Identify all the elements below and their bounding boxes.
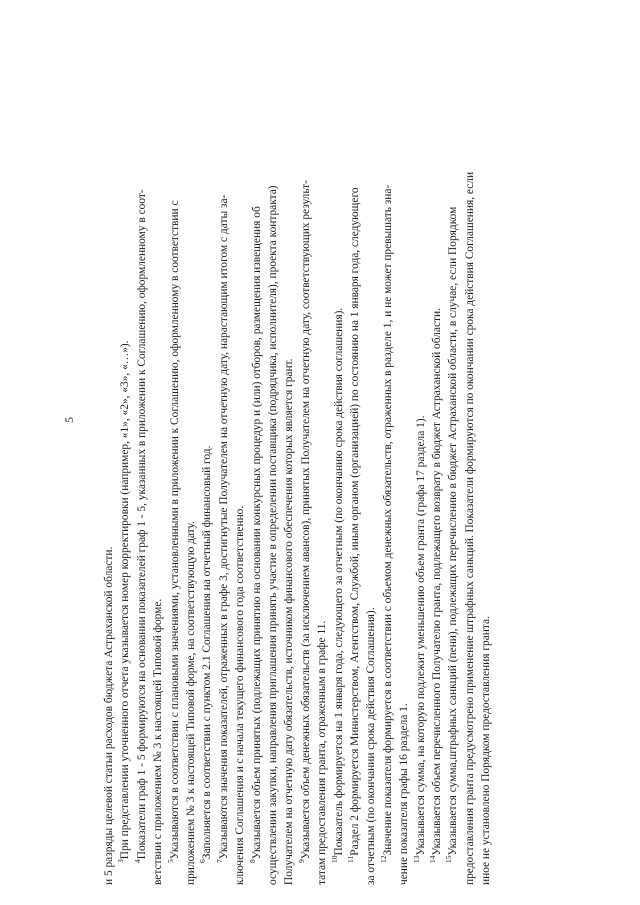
footnote-line — [247, 206, 265, 863]
footnote-line — [378, 184, 396, 863]
footnote-line — [296, 180, 314, 863]
footnote-text: иное не установлено Порядком предоставления гранта. — [480, 616, 493, 885]
footnote-line — [282, 358, 297, 885]
footnote-marker: 5 — [165, 859, 175, 863]
footnote-line — [463, 172, 478, 885]
footnote-marker: 9 — [296, 859, 306, 863]
footnote-text: Указываются значения показателей, отраженных в графе 3, достигнутые Получателем на отчетную дату, нарастающим итогом с даты за- — [217, 194, 230, 860]
footnote-line — [479, 616, 494, 885]
footnote-text: ветствии с приложением № 3 к настоящей Типовой форме. — [152, 598, 165, 885]
footnote-line — [430, 308, 445, 863]
footnote-line — [397, 703, 412, 885]
footnote-line — [329, 307, 347, 863]
footnote-text: Указывается сумма штрафных санкций (пени), подлежащих перечислению в бюджет Астраханской области, в случае, если Порядком — [447, 206, 460, 856]
footnote-text: Получателем на отчетную дату обязательств, источником финансового обеспечения которых является грант. — [283, 358, 296, 885]
footnote-line — [132, 189, 150, 863]
footnote-line — [266, 185, 281, 885]
footnote-line — [411, 415, 429, 863]
footnote-line — [184, 521, 199, 885]
footnote-text: Показатели граф 1 - 5 формируются на основании показателей граф 1 - 5, указанных в приложении к Соглашению, оформленному в соот- — [135, 189, 148, 860]
footnote-marker: 7 — [214, 859, 224, 863]
footnote-line — [102, 547, 117, 885]
footnote-line — [151, 599, 166, 885]
footnote-text: Заполняется в соответствии с пунктом 2.1 Соглашения на отчетный финансовый год. — [201, 445, 214, 860]
footnote-text: Указывается сумма, на которую подлежит уменьшению объем гранта (графа 17 раздела 1). — [414, 415, 427, 856]
footnote-marker: 12 — [378, 855, 388, 863]
footnote-text: При представлении уточненного отчета указывается номер корректировки (например, «1», «2», «3», «…»). — [119, 340, 132, 860]
footnote-text: осуществлении закупки, направления приглашения принять участие в определении поставщика (подрядчика, исполнителя), проекта контракта) — [267, 185, 279, 885]
footnote-text: Указываются в соответствии с плановыми значениями, установленными в приложении к Соглашению, оформленному в соответствии с — [168, 200, 181, 860]
footnote-line — [233, 506, 248, 885]
rotated-text-block — [20, 20, 620, 885]
footnote-marker: 8 — [247, 859, 257, 863]
footnote-marker: 15 — [444, 855, 454, 863]
footnote-marker: 10 — [329, 855, 339, 863]
footnote-line — [364, 607, 379, 885]
footnote-text: Указывается объем перечисленного Получателю гранта, подлежащего возврату в бюджет Астраханской области. — [431, 308, 443, 856]
footnote-text: предоставления гранта предусмотрено применение штрафных санкций. Показатели формируются по окончании срока действия Соглашения, если — [463, 171, 476, 885]
footnote-text: Значение показателя формируется в соответствии с объемом денежных обязательств, отраженных в разделе 1, и не может превышать зна- — [381, 184, 394, 856]
footnote-marker: 13 — [411, 855, 421, 863]
footnote-text: ключения Соглашения и с начала текущего финансового года соответственно. — [234, 505, 247, 885]
footnote-line — [315, 621, 330, 885]
footnote-line — [118, 340, 133, 863]
footnote-line — [446, 207, 461, 863]
footnote-marker: 4 — [132, 859, 142, 863]
footnote-text: за отчетным (по окончании срока действия Соглашения). — [365, 607, 378, 885]
footnote-line — [165, 200, 183, 863]
footnote-marker: 3 — [116, 859, 126, 863]
footnote-text: и 5 разряды целевой статьи расходов бюджета Астраханской области. — [103, 546, 115, 885]
footnote-text: приложением № 3 к настоящей Типовой форме, на соответствующую дату. — [185, 521, 197, 885]
footnote-marker: 11 — [346, 855, 355, 863]
page-number: 5 — [62, 417, 76, 423]
footnote-text: татам предоставления гранта, отраженным в графе 11. — [316, 620, 329, 885]
footnote-text: Раздел 2 формируется Министерством, Агентством, Службой, иным органом (организацией) по состоянию на 1 января года, следующего — [349, 187, 361, 856]
footnote-line — [214, 194, 232, 863]
footnote-text: Указывается объем принятых (подлежащих принятию на основании конкурсных процедур и (или) отборов, размещения извещения об — [250, 206, 263, 860]
footnote-marker: 6 — [198, 859, 208, 863]
footnote-marker: 14 — [428, 855, 437, 863]
footnote-line — [200, 446, 215, 863]
footnote-line — [348, 187, 363, 863]
footnote-text: Указывается объем денежных обязательств (за исключением авансов), принятых Получателем на отчетную дату, соответствующих результ- — [299, 180, 312, 860]
footnote-text: чение показателя графы 16 раздела 1. — [398, 703, 411, 885]
footnote-text: Показатель формируется на 1 января года, следующего за отчетным (по окончанию срока действия соглашения). — [332, 307, 345, 856]
